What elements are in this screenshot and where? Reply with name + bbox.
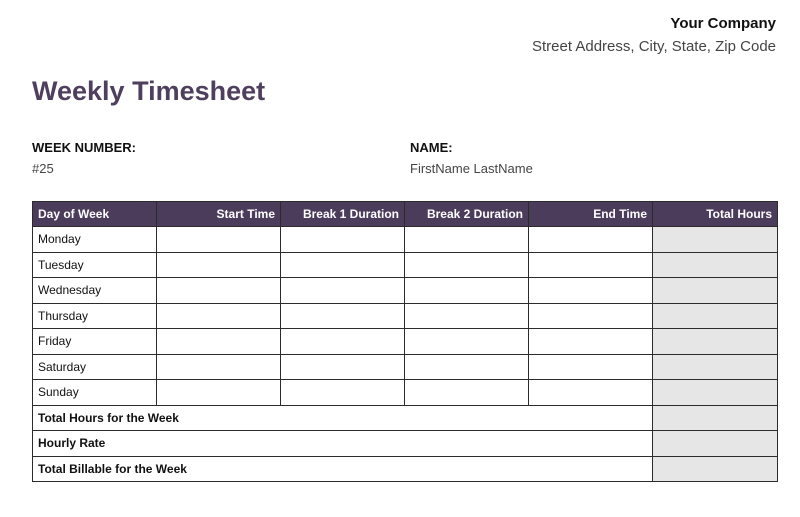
employee-name-value[interactable]: FirstName LastName (410, 161, 533, 176)
end-time-cell[interactable] (529, 303, 653, 329)
table-row (33, 227, 778, 253)
summary-label-total-billable: Total Billable for the Week (33, 456, 653, 482)
week-number-field (32, 139, 136, 177)
table-row (33, 329, 778, 355)
column-header-end-time: End Time (529, 202, 653, 227)
break-1-cell[interactable] (281, 278, 405, 304)
company-address: Street Address, City, State, Zip Code (532, 38, 776, 55)
week-number-label: WEEK NUMBER: (32, 140, 136, 155)
table-row (33, 252, 778, 278)
end-time-cell[interactable] (529, 329, 653, 355)
page-title: Weekly Timesheet (32, 76, 266, 106)
summary-row-hourly-rate (33, 431, 778, 457)
table-header-row (33, 202, 778, 227)
column-header-break-2: Break 2 Duration (405, 202, 529, 227)
day-label: Sunday (33, 380, 157, 406)
break-2-cell[interactable] (405, 252, 529, 278)
total-hours-cell (653, 380, 778, 406)
total-hours-cell (653, 303, 778, 329)
day-label: Wednesday (33, 278, 157, 304)
break-1-cell[interactable] (281, 329, 405, 355)
end-time-cell[interactable] (529, 380, 653, 406)
end-time-cell[interactable] (529, 278, 653, 304)
table-row (33, 278, 778, 304)
total-hours-cell (653, 354, 778, 380)
start-time-cell[interactable] (157, 354, 281, 380)
column-header-total-hours: Total Hours (653, 202, 778, 227)
start-time-cell[interactable] (157, 380, 281, 406)
summary-value-total-hours (653, 405, 778, 431)
summary-label-hourly-rate: Hourly Rate (33, 431, 653, 457)
column-header-day: Day of Week (33, 202, 157, 227)
break-1-cell[interactable] (281, 252, 405, 278)
total-hours-cell (653, 252, 778, 278)
employee-name-field (410, 139, 533, 177)
table-row (33, 354, 778, 380)
start-time-cell[interactable] (157, 227, 281, 253)
company-name: Your Company (670, 15, 776, 32)
break-2-cell[interactable] (405, 329, 529, 355)
summary-row-total-hours (33, 405, 778, 431)
start-time-cell[interactable] (157, 278, 281, 304)
start-time-cell[interactable] (157, 329, 281, 355)
end-time-cell[interactable] (529, 227, 653, 253)
table-row (33, 303, 778, 329)
day-label: Friday (33, 329, 157, 355)
table-row (33, 380, 778, 406)
total-hours-cell (653, 278, 778, 304)
break-2-cell[interactable] (405, 278, 529, 304)
end-time-cell[interactable] (529, 252, 653, 278)
break-2-cell[interactable] (405, 227, 529, 253)
total-hours-cell (653, 329, 778, 355)
break-1-cell[interactable] (281, 227, 405, 253)
day-label: Thursday (33, 303, 157, 329)
start-time-cell[interactable] (157, 252, 281, 278)
week-number-value[interactable]: #25 (32, 161, 54, 176)
column-header-break-1: Break 1 Duration (281, 202, 405, 227)
break-1-cell[interactable] (281, 380, 405, 406)
break-2-cell[interactable] (405, 303, 529, 329)
total-hours-cell (653, 227, 778, 253)
day-label: Monday (33, 227, 157, 253)
start-time-cell[interactable] (157, 303, 281, 329)
timesheet-table (32, 201, 778, 482)
summary-row-total-billable (33, 456, 778, 482)
break-2-cell[interactable] (405, 380, 529, 406)
day-label: Tuesday (33, 252, 157, 278)
end-time-cell[interactable] (529, 354, 653, 380)
summary-label-total-hours: Total Hours for the Week (33, 405, 653, 431)
day-label: Saturday (33, 354, 157, 380)
company-block (532, 14, 776, 58)
break-1-cell[interactable] (281, 303, 405, 329)
column-header-start-time: Start Time (157, 202, 281, 227)
break-2-cell[interactable] (405, 354, 529, 380)
employee-name-label: NAME: (410, 140, 453, 155)
summary-value-hourly-rate[interactable] (653, 431, 778, 457)
summary-value-total-billable (653, 456, 778, 482)
break-1-cell[interactable] (281, 354, 405, 380)
